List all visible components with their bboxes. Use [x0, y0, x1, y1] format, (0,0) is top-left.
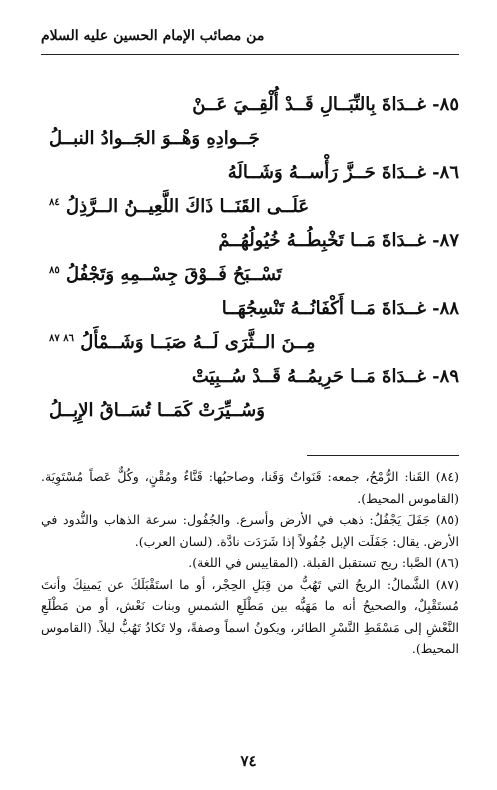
- header-title: من مصائب الإمام الحسين عليه السلام: [41, 28, 265, 44]
- verse-number: ٨٩-: [432, 366, 459, 387]
- verse-text: عَلَــى القَنَــا ذَاكَ اللَّعِيــنُ الــرَّذِلُ: [66, 196, 310, 217]
- footnotes: [41, 466, 459, 660]
- footnote-separator: [307, 455, 459, 456]
- footnote: (٨٦) الصَّبا: ريح تستقبل القبلة. (المقاييس في اللغة).: [188, 555, 459, 570]
- footnote-ref: ٨٦ ٨٧: [49, 333, 74, 344]
- verse-text: غــدَاةَ مَــا تَخْبِطُــهُ خُيُولُهُــمْ: [218, 230, 426, 251]
- verse-text: تَسْــبَحُ فَــوْقَ جِسْــمِهِ وَتَجْفُلُ: [66, 264, 282, 285]
- poem-line: [49, 154, 459, 184]
- verse-number: ٨٦-: [432, 162, 459, 183]
- verse-number: ٨٥-: [432, 94, 459, 115]
- verse-text: غــدَاةَ حَــزَّ رَأْســهُ وَشَــالَهُ: [227, 162, 426, 183]
- poem-line: [49, 358, 459, 388]
- page-number: ٧٤: [240, 752, 257, 770]
- poem-line: [49, 256, 459, 286]
- verse-text: غــدَاةَ بِالنِّبَــالِ قَــدْ أُلْقِــيَ عَــنْ: [192, 94, 426, 115]
- poem-line: [49, 188, 459, 218]
- poem-line: [49, 324, 459, 354]
- verse-text: وَسُــيِّرَتْ كَمَــا تُسَــاقُ الإِبِــلُ: [49, 400, 265, 421]
- footnote-ref: ٨٥: [49, 265, 60, 276]
- footnote: (٨٥) جَفَلَ يَجْفُلُ: ذهب في الأرض وأسرع. والجُفُول: سرعة الذهاب والنُّدود في الأرض. يقال: جَفَلَت الإبل جُفُولاً إذا شَرَدَت نادَّة. (لسان العرب).: [41, 512, 459, 549]
- footnote-ref: ٨٤: [49, 197, 60, 208]
- verse-text: غــدَاةَ مَــا أَكْفَانُــهُ تَنْسِجُهَــا: [221, 298, 426, 319]
- poem-line: [49, 290, 459, 320]
- verse-text: جَــوادِهِ وَهْــوَ الجَــوادُ النبــلُ: [49, 128, 260, 149]
- poem-block: [49, 86, 459, 426]
- verse-number: ٨٨-: [432, 298, 459, 319]
- poem-line: [49, 392, 459, 422]
- verse-text: غــدَاةَ مَــا حَرِيمُــهُ قَــدْ سُــبِيَتْ: [191, 366, 426, 387]
- footnote: (٨٧) الشَّمالُ: الريحُ التي تَهُبُّ من قِبَلِ الحِجْر، أو ما استَقْبَلَكَ عن يَمينِكَ وأنتَ مُستَقْبِلٌ، والصحيحُ أنه ما مَهَبُّه بين مَطْلَعِ الشمسِ وبنات نَعْش، أو من مَطْلَعِ النَّعْشِ إلى مَسْقَطِ النَّسْرِ الطائر، ويكونُ اسماً وصفةً، ولا تَكادُ تَهُبُّ ليلاً. (القاموس المحيط).: [41, 576, 459, 656]
- poem-line: [49, 120, 459, 150]
- footnote: (٨٤) القَنا: الرُّمْحُ، جمعه: قَنَواتٌ وَقَنا، وصاحبُها: قَنَّاءٌ ومُقْنٍ، وكُلٌّ عَصاً مُسْتَوِيَة. (القاموس المحيط).: [41, 469, 459, 506]
- verse-number: ٨٧-: [432, 230, 459, 251]
- verse-text: مِــنَ الــثَّرَى لَــهُ صَبَــا وَشَــمْأَلُ: [80, 332, 316, 353]
- running-header: [41, 28, 459, 55]
- poem-line: [49, 86, 459, 116]
- poem-line: [49, 222, 459, 252]
